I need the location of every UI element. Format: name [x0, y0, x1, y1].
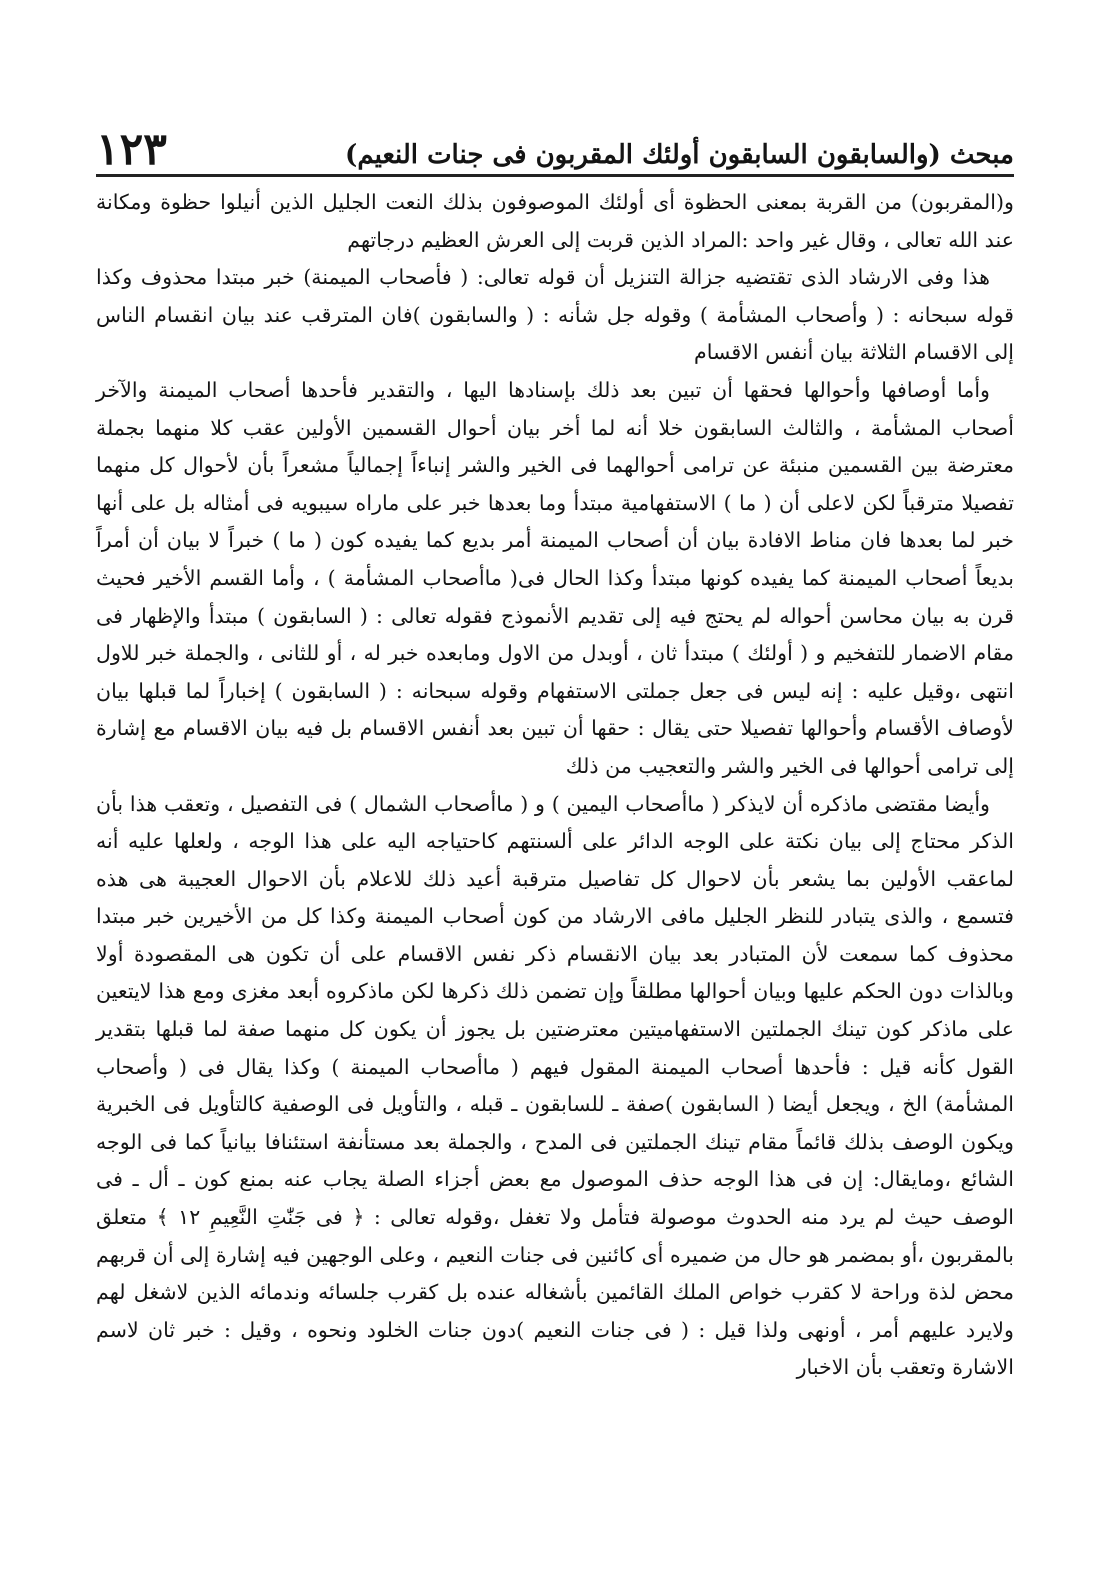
- page-body: [96, 184, 1014, 1387]
- running-title: مبحث (والسابقون السابقون أولئك المقربون فى جنات النعيم): [345, 140, 1014, 171]
- paragraph-3: وأما أوصافها وأحوالها فحقها أن تبين بعد ذلك بإسنادها اليها ، والتقدير فأحدها أصحاب الميمنة والآخر أصحاب المشأمة ، والثالث السابقون خلا أنه لما أخر بيان أحوال القسمين الأولين عقب كلا منهما بجملة معترضة بين القسمين منبئة عن ترامى أحوالهما فى الخير والشر إنباءاً إجمالياً مشعراً بأن لأحوال كل منهما تفصيلا مترقباً لكن لاعلى أن ( ما ) الاستفهامية مبتدأ وما بعدها خبر على ماراه سيبويه فى أمثاله بل على أنها خبر لما بعدها فان مناط الافادة بيان أن أصحاب الميمنة أمر بديع كما يفيده كون ( ما ) خبراً لا بيان أن أمراً بديعاً أصحاب الميمنة كما يفيده كونها مبتدأ وكذا الحال فى( ماأصحاب المشأمة ) ، وأما القسم الأخير فحيث قرن به بيان محاسن أحواله لم يحتج فيه إلى تقديم الأنموذج فقوله تعالى : ( السابقون ) مبتدأ والإظهار فى مقام الاضمار للتفخيم و ( أولئك ) مبتدأ ثان ، أوبدل من الاول ومابعده خبر له ، أو للثانى ، والجملة خبر للاول انتهى ،وقيل عليه : إنه ليس فى جعل جملتى الاستفهام وقوله سبحانه : ( السابقون ) إخباراً لما قبلها بيان لأوصاف الأقسام وأحوالها تفصيلا حتى يقال : حقها أن تبين بعد أنفس الاقسام بل فيه بيان الاقسام مع إشارة إلى ترامى أحوالها فى الخير والشر والتعجيب من ذلك: [96, 377, 1014, 778]
- page-header: [96, 118, 1014, 177]
- paragraph-2: هذا وفى الارشاد الذى تقتضيه جزالة التنزيل أن قوله تعالى: ( فأصحاب الميمنة) خبر مبتدا محذوف وكذا قوله سبحانه : ( وأصحاب المشأمة ) وقوله جل شأنه : ( والسابقون )فان المترقب عند بيان انقسام الناس إلى الاقسام الثلاثة بيان أنفس الاقسام: [96, 265, 1014, 365]
- page-number: ١٢٣: [96, 124, 167, 175]
- paragraph-4: وأيضا مقتضى ماذكره أن لايذكر ( ماأصحاب اليمين ) و ( ماأصحاب الشمال ) فى التفصيل ، وتعقب هذا بأن الذكر محتاج إلى بيان نكتة على الوجه الدائر على ألسنتهم كاحتياجه اليه على هذا الوجه ، ولعلها عليه أنه لماعقب الأولين بما يشعر بأن لاحوال كل تفاصيل مترقبة أعيد ذلك للاعلام بأن الاحوال العجيبة هى هذه فتسمع ، والذى يتبادر للنظر الجليل مافى الارشاد من كون أصحاب الميمنة وكذا كل من الأخيرين خبر مبتدا محذوف كما سمعت لأن المتبادر بعد بيان الانقسام ذكر نفس الاقسام على أن تكون هى المقصودة أولا وبالذات دون الحكم عليها وبيان أحوالها مطلقاً وإن تضمن ذلك ذكرها لكن ماذكروه أبعد مغزى ومع هذا لايتعين على ماذكر كون تينك الجملتين الاستفهاميتين معترضتين بل يجوز أن يكون كل منهما صفة لما قبلها بتقدير القول كأنه قيل : فأحدها أصحاب الميمنة المقول فيهم ( ماأصحاب الميمنة ) وكذا يقال فى ( وأصحاب المشأمة) الخ ، ويجعل أيضا ( السابقون )صفة ـ للسابقون ـ قبله ، والتأويل فى الوصفية كالتأويل فى الخبرية ويكون الوصف بذلك قائماً مقام تينك الجملتين فى المدح ، والجملة بعد مستأنفة استئنافا بيانياً كما فى الوجه الشائع ،ومايقال: إن فى هذا الوجه حذف الموصول مع بعض أجزاء الصلة يجاب عنه بمنع كون ـ أل ـ فى الوصف حيث لم يرد منه الحدوث موصولة فتأمل ولا تغفل ،وقوله تعالى : ﴿ فى جَنّٰتِ النَّعِيمِ ١٢ ﴾ متعلق بالمقربون ،أو بمضمر هو حال من ضميره أى كائنين فى جنات النعيم ، وعلى الوجهين فيه إشارة إلى أن قربهم محض لذة وراحة لا كقرب خواص الملك القائمين بأشغاله عنده بل كقرب جلسائه وندمائه الذين لاشغل لهم ولايرد عليهم أمر ، أونهى ولذا قيل : ( فى جنات النعيم )دون جنات الخلود ونحوه ، وقيل : خبر ثان لاسم الاشارة وتعقب بأن الاخبار: [96, 791, 1014, 1380]
- paragraph-1: و(المقربون) من القربة بمعنى الحظوة أى أولئك الموصوفون بذلك النعت الجليل الذين أنيلوا حظوة ومكانة عند الله تعالى ، وقال غير واحد :المراد الذين قربت إلى العرش العظيم درجاتهم: [96, 190, 1014, 252]
